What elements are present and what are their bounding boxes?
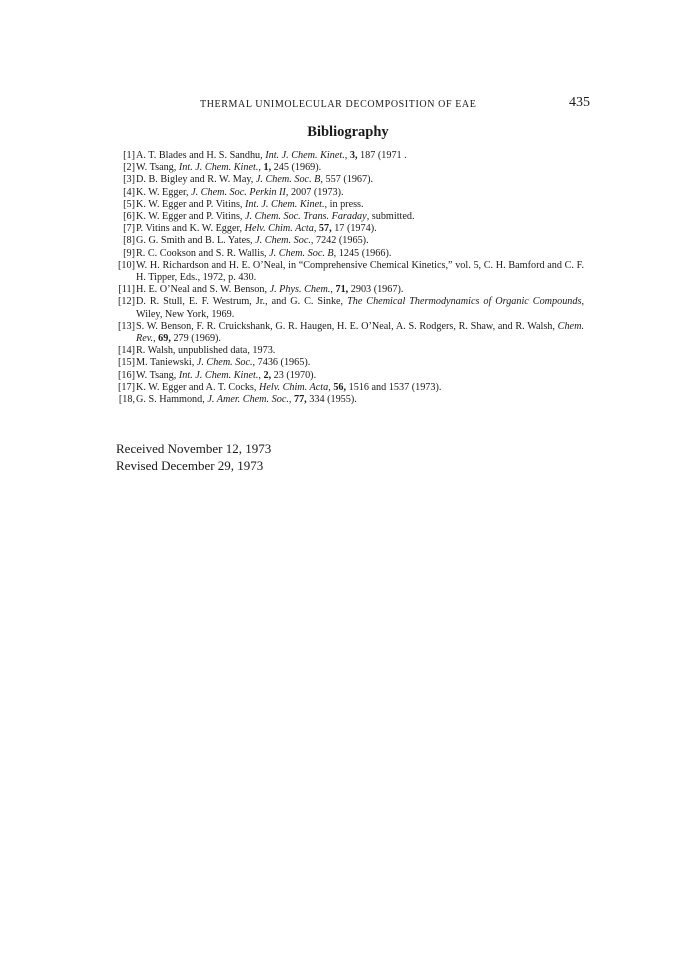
journal-title: J. Phys. Chem. bbox=[269, 284, 331, 296]
reference-run: G. G. Smith and B. L. Yates, bbox=[136, 235, 256, 247]
volume-number: 56, bbox=[333, 381, 347, 393]
reference-item bbox=[114, 296, 584, 320]
reference-number: [4] bbox=[123, 186, 135, 198]
reference-number: [13] bbox=[118, 320, 135, 332]
reference-text bbox=[136, 345, 584, 357]
reference-text bbox=[136, 260, 584, 284]
reference-item bbox=[114, 162, 584, 174]
journal-title: Int. J. Chem. Kinet. bbox=[178, 369, 259, 381]
reference-run: , 1245 (1966). bbox=[333, 247, 392, 259]
reference-run: , bbox=[153, 333, 159, 345]
reference-run: P. Vitins and K. W. Egger, bbox=[136, 223, 245, 235]
journal-title: Chem. Rev. bbox=[136, 320, 584, 345]
reference-number: [11] bbox=[118, 284, 135, 296]
volume-number: 1, bbox=[263, 162, 272, 174]
reference-run: , in press. bbox=[324, 198, 364, 210]
reference-run: , 7242 (1965). bbox=[310, 235, 369, 247]
received-date: Received November 12, 1973 bbox=[116, 441, 272, 456]
revised-date: Revised December 29, 1973 bbox=[116, 458, 264, 473]
running-title: THERMAL UNIMOLECULAR DECOMPOSITION OF EAE bbox=[200, 99, 477, 110]
reference-item bbox=[114, 382, 584, 394]
reference-text bbox=[136, 150, 584, 162]
reference-number: [16] bbox=[118, 369, 135, 381]
journal-title: J. Chem. Soc. Perkin II bbox=[191, 186, 286, 198]
reference-item bbox=[114, 357, 584, 369]
reference-number: [1] bbox=[123, 150, 135, 161]
reference-item bbox=[114, 223, 584, 235]
reference-number: [7] bbox=[123, 223, 135, 235]
reference-text bbox=[136, 199, 584, 211]
reference-run: K. W. Egger and A. T. Cocks, bbox=[136, 381, 259, 393]
reference-run: , bbox=[313, 223, 319, 235]
reference-run: 245 (1969). bbox=[271, 162, 322, 174]
manuscript-dates bbox=[116, 440, 271, 474]
journal-title: J. Chem. Soc. bbox=[196, 357, 253, 369]
reference-text bbox=[136, 211, 584, 223]
reference-run: A. T. Blades and H. S. Sandhu, bbox=[136, 150, 266, 161]
volume-number: 69, bbox=[158, 333, 171, 345]
volume-number: 71, bbox=[335, 284, 349, 296]
reference-run: , submitted. bbox=[366, 211, 415, 223]
reference-item bbox=[114, 199, 584, 211]
reference-run: , Wiley, New York, 1969. bbox=[136, 296, 584, 320]
reference-number: [15] bbox=[118, 357, 135, 369]
reference-run: 17 (1974). bbox=[331, 223, 377, 235]
reference-run: K. W. Egger, bbox=[136, 186, 192, 198]
reference-run: H. E. O’Neal and S. W. Benson, bbox=[136, 284, 270, 296]
reference-item bbox=[114, 235, 584, 247]
reference-item bbox=[114, 248, 584, 260]
reference-text bbox=[136, 174, 584, 186]
journal-title: The Chemical Thermodynamics of Organic Compounds bbox=[347, 296, 582, 308]
volume-number: 77, bbox=[293, 394, 307, 406]
reference-text bbox=[136, 382, 584, 394]
reference-text bbox=[136, 187, 584, 199]
reference-run: , bbox=[344, 150, 350, 161]
reference-text bbox=[136, 296, 584, 320]
reference-run: 187 (1971 . bbox=[357, 150, 407, 161]
reference-text bbox=[136, 370, 584, 382]
reference-number: [6] bbox=[123, 211, 135, 223]
reference-run: , bbox=[288, 394, 294, 406]
reference-number: [14] bbox=[118, 345, 135, 357]
reference-text bbox=[136, 321, 584, 345]
reference-run: D. R. Stull, E. F. Westrum, Jr., and G. C. Sinke, bbox=[136, 296, 348, 308]
reference-run: , bbox=[328, 381, 334, 393]
reference-number: [17] bbox=[118, 381, 135, 393]
reference-run: 23 (1970). bbox=[271, 369, 317, 381]
reference-run: 334 (1955). bbox=[306, 394, 357, 406]
reference-run: 279 (1969). bbox=[170, 333, 221, 345]
reference-item bbox=[114, 150, 584, 162]
reference-number: [8] bbox=[123, 235, 135, 247]
reference-run: 2903 (1967). bbox=[348, 284, 404, 296]
bibliography-heading: Bibliography bbox=[307, 124, 389, 140]
reference-item bbox=[114, 260, 584, 284]
volume-number: 2, bbox=[263, 369, 272, 381]
reference-run: R. C. Cookson and S. R. Wallis, bbox=[136, 247, 270, 259]
page-number: 435 bbox=[569, 95, 590, 110]
reference-run: K. W. Egger and P. Vitins, bbox=[136, 198, 245, 210]
journal-title: Helv. Chim. Acta bbox=[259, 381, 329, 393]
reference-run: W. Tsang, bbox=[136, 369, 179, 381]
journal-title: Int. J. Chem. Kinet. bbox=[178, 162, 259, 174]
reference-item bbox=[114, 174, 584, 186]
journal-title: Helv. Chim. Acta bbox=[244, 223, 314, 235]
reference-run: W. Tsang, bbox=[136, 162, 179, 174]
reference-number: [10] bbox=[118, 259, 135, 271]
reference-text bbox=[136, 357, 584, 369]
reference-run: , bbox=[258, 162, 264, 174]
journal-title: J. Chem. Soc. B bbox=[269, 247, 334, 259]
reference-run: , 7436 (1965). bbox=[252, 357, 311, 369]
reference-text bbox=[136, 394, 584, 406]
reference-run: 1516 and 1537 (1973). bbox=[346, 381, 442, 393]
journal-title: J. Amer. Chem. Soc. bbox=[207, 394, 289, 406]
reference-number: [18, bbox=[118, 394, 135, 406]
reference-run: K. W. Egger and P. Vitins, bbox=[136, 211, 245, 223]
volume-number: 57, bbox=[318, 223, 332, 235]
reference-item bbox=[114, 284, 584, 296]
reference-run: , bbox=[258, 369, 264, 381]
journal-title: J. Chem. Soc. Trans. Faraday bbox=[245, 211, 367, 223]
journal-title: Int. J. Chem. Kinet. bbox=[265, 150, 345, 161]
reference-number: [3] bbox=[123, 174, 135, 186]
reference-run: M. Taniewski, bbox=[136, 357, 197, 369]
reference-number: [2] bbox=[123, 162, 135, 174]
volume-number: 3, bbox=[349, 150, 358, 161]
reference-run: G. S. Hammond, bbox=[136, 394, 208, 406]
reference-list bbox=[114, 150, 584, 406]
reference-number: [9] bbox=[123, 247, 135, 259]
reference-run: , bbox=[330, 284, 336, 296]
reference-item bbox=[114, 345, 584, 357]
reference-item bbox=[114, 211, 584, 223]
reference-item bbox=[114, 187, 584, 199]
reference-run: W. H. Richardson and H. E. O’Neal, in “Comprehensive Chemical Kinetics,” vol. 5, C. H. Bamford and C. F. H. Tipper, Eds., 1972, p. 430. bbox=[136, 259, 584, 284]
reference-text bbox=[136, 223, 584, 235]
journal-title: J. Chem. Soc. bbox=[255, 235, 311, 247]
reference-text bbox=[136, 284, 584, 296]
reference-text bbox=[136, 162, 584, 174]
reference-run: S. W. Benson, F. R. Cruickshank, G. R. Haugen, H. E. O’Neal, A. S. Rodgers, R. Shaw, and R. Walsh, bbox=[136, 320, 558, 332]
reference-item bbox=[114, 321, 584, 345]
reference-run: , 2007 (1973). bbox=[285, 186, 344, 198]
reference-number: [5] bbox=[123, 198, 135, 210]
reference-text bbox=[136, 248, 584, 260]
reference-run: , 557 (1967). bbox=[320, 174, 374, 186]
reference-text bbox=[136, 235, 584, 247]
reference-run: D. B. Bigley and R. W. May, bbox=[136, 174, 256, 186]
journal-title: J. Chem. Soc. B bbox=[255, 174, 321, 186]
reference-number: [12] bbox=[118, 296, 135, 308]
reference-item bbox=[114, 370, 584, 382]
reference-item bbox=[114, 394, 584, 406]
reference-run: R. Walsh, unpublished data, 1973. bbox=[136, 345, 276, 357]
journal-title: Int. J. Chem. Kinet. bbox=[245, 198, 325, 210]
